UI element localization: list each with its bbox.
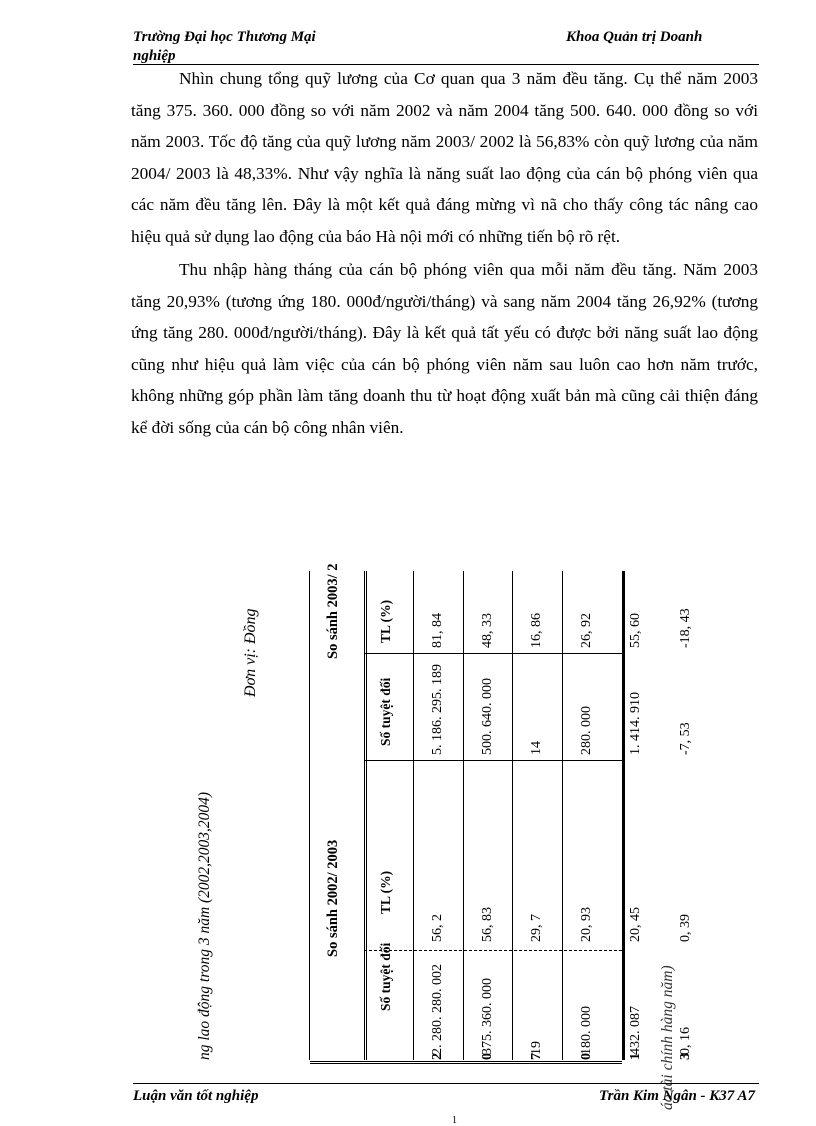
table-rule: [562, 571, 563, 1060]
footer-author: Trần Kim Ngân - K37 A7: [599, 1088, 755, 1104]
cell-pct-2003-2004: 55, 60: [628, 613, 644, 648]
row-cut-value: 3: [678, 1053, 693, 1060]
paragraph-1: Nhìn chung tổng quỹ lương của Cơ quan qua 3 năm đều tăng. Cụ thể năm 2003 tăng 375. 360. 000 đồng so với năm 2002 và năm 2004 tăng 500. 640. 000 đồng so với năm 2003. Tốc độ tăng của quỹ lương năm 2003/ 2002 là 56,83% còn quỹ lương của năm 2004/ 2003 là 48,33%. Như vậy nghĩa là năng suất lao động của cán bộ phóng viên qua các năm đều tăng lên. Đây là một kết quả đáng mừng vì nã cho thấy công tác nâng cao hiệu quả sử dụng lao động của báo Hà nội mới có những tiến bộ rõ rệt.: [131, 69, 758, 246]
table-rule: [364, 653, 622, 654]
page-footer: [133, 1088, 759, 1108]
table-rule: [364, 760, 622, 761]
cell-pct-2002-2003: 56, 83: [479, 907, 495, 942]
header-school: Trường Đại học Thương Mại: [133, 29, 316, 45]
subheader-abs: Số tuyệt đối: [378, 942, 393, 1011]
page-header: [133, 28, 759, 66]
table-rule: [413, 571, 414, 1060]
row-cut-value: 2: [430, 1053, 445, 1060]
row-cut-value: 0: [578, 1053, 594, 1060]
page-number: 1: [452, 1115, 457, 1126]
cell-pct-2003-2004: 16, 86: [529, 613, 545, 648]
paragraph-2: Thu nhập hàng tháng của cán bộ phóng viên qua mỗi năm đều tăng. Năm 2003 tăng 20,93% (tương ứng 180. 000đ/người/tháng) và sang năm 2004 tăng 26,92% (tương ứng tăng 280. 000đ/người/tháng). Đây là kết quả tất yếu có được bởi năng suất lao động cũng như hiệu quả làm việc của cán bộ phóng viên năm sau luôn cao hơn năm trước, không những góp phần làm tăng doanh thu từ hoạt động xuất bản mà cũng cải thiện đáng kể đời sống của cán bộ công nhân viên.: [131, 260, 758, 437]
cell-abs-2003-2004: 1. 414. 910: [628, 692, 644, 755]
header-faculty: Khoa Quản trị Doanh: [566, 29, 703, 45]
cell-pct-2002-2003: 56, 2: [430, 914, 445, 942]
cell-abs-2002-2003: 0, 16: [678, 1027, 693, 1055]
body-text: [131, 63, 758, 443]
cell-abs-2002-2003: 2. 280. 280. 002: [430, 964, 445, 1055]
cell-abs-2002-2003: 180. 000: [578, 1006, 594, 1055]
cell-pct-2002-2003: 29, 7: [529, 914, 545, 942]
footer-thesis: Luận văn tốt nghiệp: [133, 1088, 259, 1104]
table-rule: [364, 950, 622, 951]
cell-abs-2002-2003: 19: [529, 1041, 545, 1055]
group-header-2002-2003: So sánh 2002/ 2003: [325, 839, 341, 957]
table-title: ng lao động trong 3 năm (2002,2003,2004): [196, 791, 213, 1060]
cell-abs-2003-2004: 5. 186. 295. 189: [430, 664, 445, 755]
table-rule: [364, 571, 367, 1060]
table-rule: [310, 1061, 622, 1064]
header-faculty-cont: nghiệp: [133, 48, 176, 64]
cell-abs-2003-2004: 500. 640. 000: [479, 678, 495, 755]
cell-pct-2002-2003: 20, 45: [628, 907, 644, 942]
group-header-2003-2004: So sánh 2003/ 2: [325, 563, 341, 659]
cell-pct-2003-2004: 26, 92: [578, 613, 594, 648]
cell-pct-2003-2004: 48, 33: [479, 613, 495, 648]
table-unit: Đơn vị: Đồng: [242, 608, 259, 697]
footer-rule: [133, 1083, 759, 1084]
subheader-pct: TL (%): [378, 599, 393, 643]
cell-abs-2002-2003: 375. 360. 000: [479, 978, 495, 1055]
cell-pct-2003-2004: -18, 43: [678, 608, 693, 648]
row-cut-value: 1: [628, 1053, 644, 1060]
cell-abs-2003-2004: 14: [529, 741, 545, 755]
cell-pct-2002-2003: 0, 39: [678, 914, 693, 942]
subheader-abs: Số tuyệt đối: [378, 677, 393, 746]
cell-abs-2003-2004: 280. 000: [578, 706, 594, 755]
cell-abs-2002-2003: 432. 087: [628, 1006, 644, 1055]
cell-abs-2003-2004: -7, 53: [678, 722, 693, 755]
table-rule: [463, 571, 464, 1060]
cell-pct-2002-2003: 20, 93: [578, 907, 594, 942]
table-source-note: áo tài chính hàng năm): [659, 965, 676, 1110]
row-cut-value: 0: [479, 1053, 495, 1060]
table-rule: [512, 571, 513, 1060]
subheader-pct: TL (%): [378, 870, 393, 914]
cell-pct-2003-2004: 81, 84: [430, 613, 445, 648]
row-cut-value: 7: [529, 1053, 545, 1060]
